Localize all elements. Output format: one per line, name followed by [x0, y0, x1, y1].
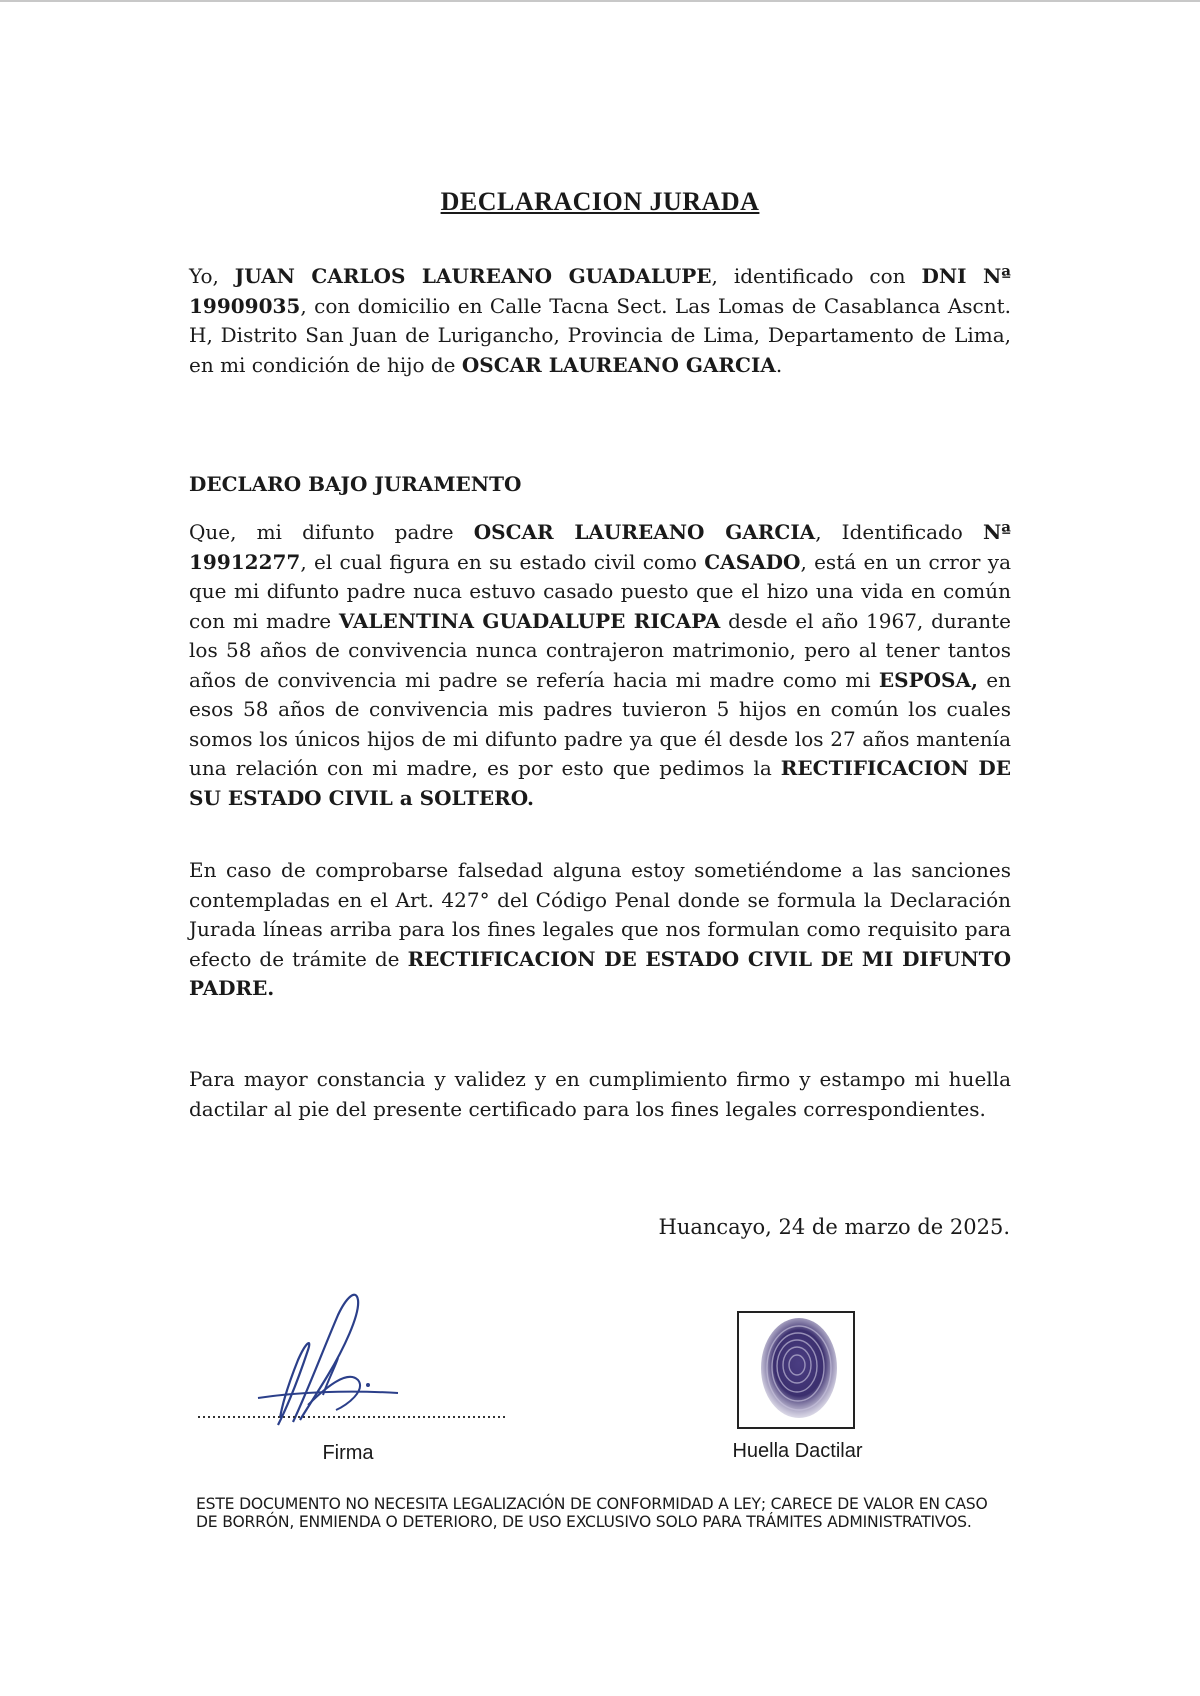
signature-block [198, 1280, 508, 1470]
intro-segment: DNI Nª 19909035 [189, 264, 1011, 318]
declaration-segment: RECTIFICACION DE SU ESTADO CIVIL a SOLTERO. [189, 756, 1011, 810]
declaration-segment: VALENTINA GUADALUPE RICAPA [338, 608, 721, 633]
declaration-segment: , Identificado [815, 520, 983, 544]
declaration-segment: CASADO [704, 549, 801, 574]
handwritten-signature [198, 1280, 508, 1440]
falsedad-segment: RECTIFICACION DE ESTADO CIVIL DE MI DIFUNTO PADRE. [189, 946, 1011, 1000]
fingerprint-icon [739, 1313, 853, 1427]
declaration-segment: , está en un crror ya que mi difunto padre nuca estuvo casado puesto que el hizo una vida en común con mi madre [189, 549, 1011, 633]
declaration-segment: en esos 58 años de convivencia mis padres tuvieron 5 hijos en común los cuales somos los únicos hijos de mi difunto padre ya que él desde los 27 años mantenía una relación con mi madre, es por esto que pedimos la [189, 667, 1011, 780]
document-title: DECLARACION JURADA [440, 187, 760, 217]
declaration-segment: Nª 19912277 [189, 520, 1011, 574]
fingerprint-label: Huella Dactilar [732, 1440, 863, 1462]
intro-segment: JUAN CARLOS LAUREANO GUADALUPE [234, 264, 712, 288]
falsedad-paragraph [189, 856, 1011, 1004]
intro-segment: Yo, [189, 264, 235, 288]
intro-segment: OSCAR LAUREANO GARCIA [461, 352, 776, 377]
declaration-paragraph [189, 518, 1011, 813]
declaration-segment: Que, mi difunto padre [189, 520, 474, 544]
place-date: Huancayo, 24 de marzo de 2025. [658, 1215, 1010, 1239]
intro-segment: , identificado con [711, 264, 922, 288]
declaration-segment: desde el año 1967, durante los 58 años de convivencia nunca contrajeron matrimonio, pero al tener tantos años de convivencia mi padre se refería hacia mi madre como mi [189, 608, 1011, 692]
footer-note: ESTE DOCUMENTO NO NECESITA LEGALIZACIÓN DE CONFORMIDAD A LEY; CARECE DE VALOR EN CASO DE BORRÓN, ENMIENDA O DETERIORO, DE USO EXCLUSIVO SOLO PARA TRÁMITES ADMINISTRATIVOS. [196, 1495, 988, 1531]
declaration-segment: OSCAR LAUREANO GARCIA [473, 520, 816, 544]
constancia-segment: Para mayor constancia y validez y en cumplimiento firmo y estampo mi huella dactilar al pie del presente certificado para los fines legales correspondientes. [189, 1067, 1011, 1121]
falsedad-segment: En caso de comprobarse falsedad alguna estoy sometiéndome a las sanciones contempladas en el Art. 427° del Código Penal donde se formula la Declaración Jurada líneas arriba para los fines legales que nos formulan como requisito para efecto de trámite de [189, 858, 1011, 971]
intro-paragraph [189, 262, 1011, 380]
intro-segment: . [775, 352, 783, 377]
intro-segment: , con domicilio en Calle Tacna Sect. Las Lomas de Casablanca Ascnt. H, Distrito San Juan de Lurigancho, Provincia de Lima, Departamento de Lima, en mi condición de hijo de [189, 293, 1011, 377]
fingerprint-box [737, 1311, 855, 1429]
declaration-heading: DECLARO BAJO JURAMENTO [189, 472, 522, 496]
constancia-paragraph [189, 1065, 1011, 1124]
declaration-segment: , el cual figura en su estado civil como [300, 549, 705, 574]
signature-label: Firma [322, 1442, 374, 1464]
declaration-segment: ESPOSA, [878, 667, 978, 692]
scan-edge-line [0, 0, 1200, 2]
